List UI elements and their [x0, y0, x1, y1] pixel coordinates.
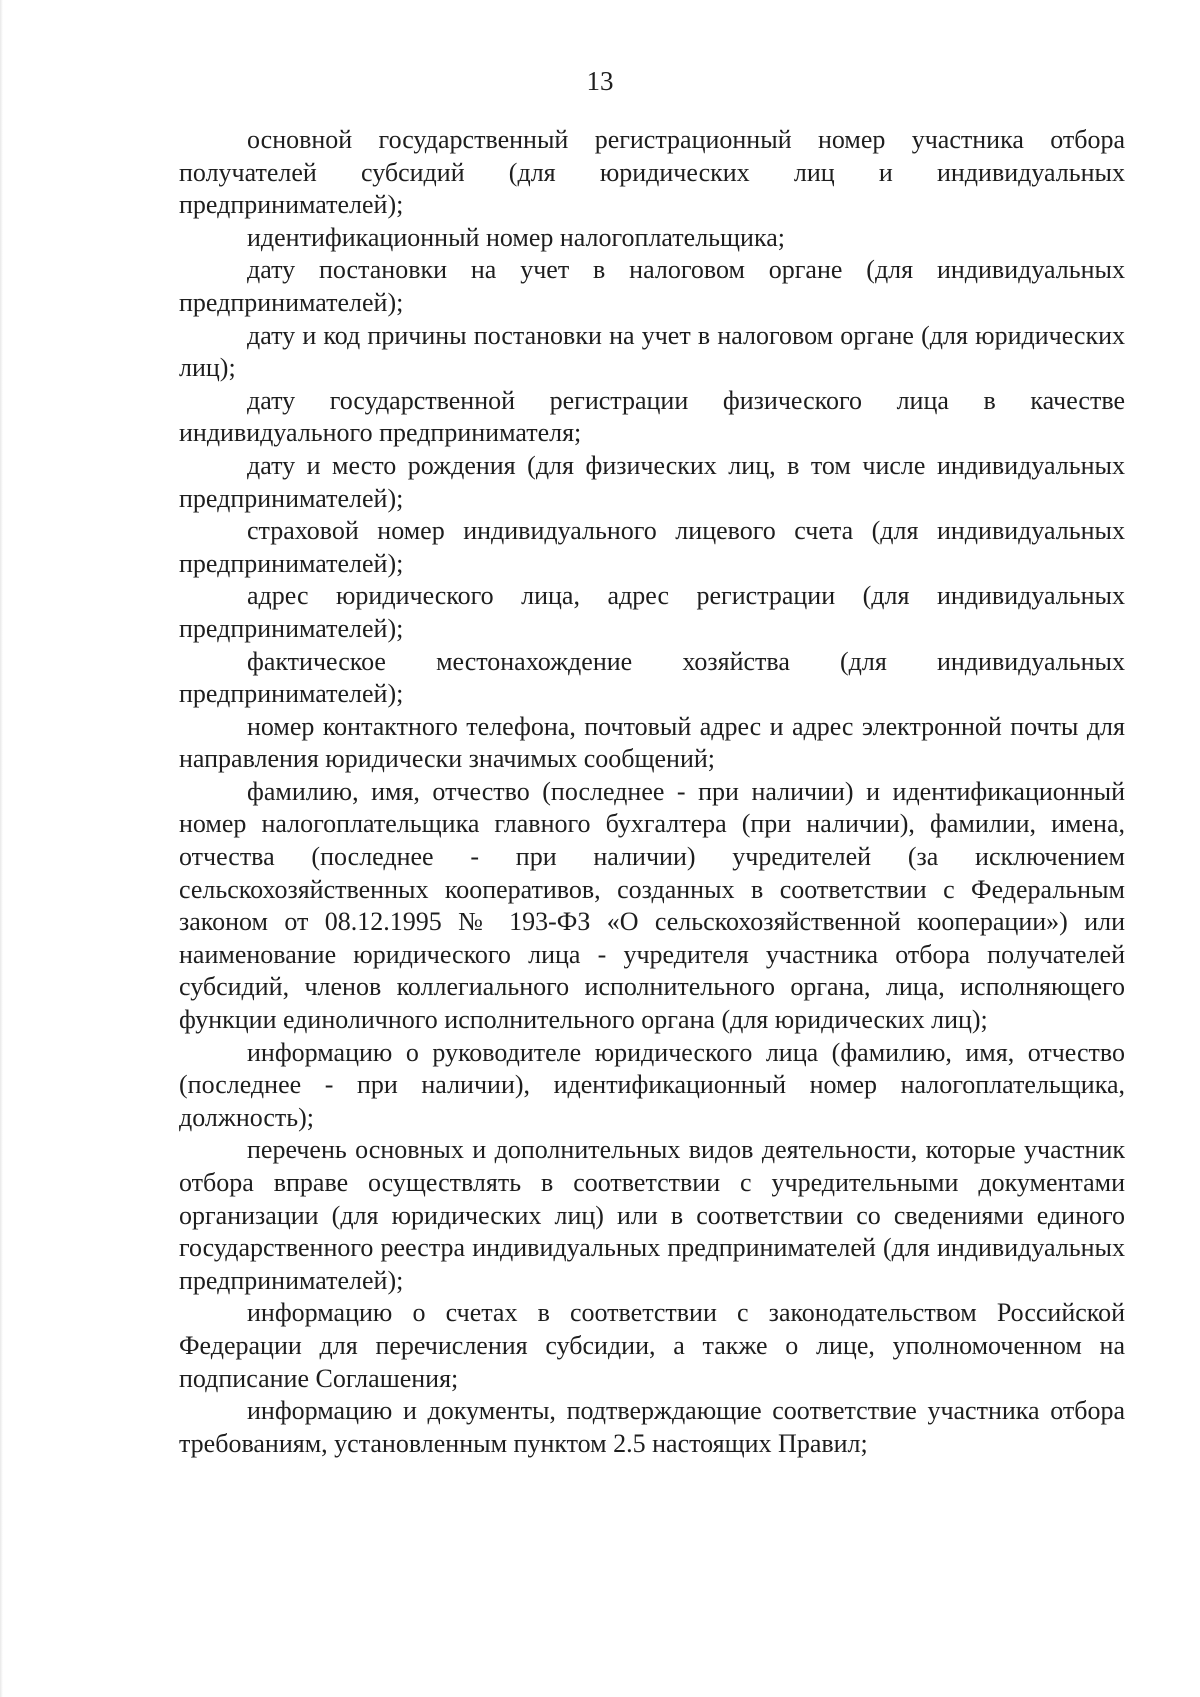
paragraph: основной государственный регистрационный номер участника отбора получателей субсидий (для юридических лиц и индивидуальных предпринимателей); — [179, 125, 1125, 220]
paragraph: информацию о руководителе юридического лица (фамилию, имя, отчество (последнее - при наличии), идентификационный номер налогоплательщика, должность); — [179, 1037, 1125, 1132]
paragraph: перечень основных и дополнительных видов деятельности, которые участник отбора вправе осуществлять в соответствии с учредительными документами организации (для юридических лиц) или в соответствии со сведениями единого государственного реестра индивидуальных предпринимателей (для индивидуальных предпринимателей); — [179, 1135, 1125, 1295]
scan-edge — [0, 0, 3, 1697]
paragraph: идентификационный номер налогоплательщика; — [247, 222, 785, 252]
paragraph: страховой номер индивидуального лицевого счета (для индивидуальных предпринимателей); — [179, 516, 1125, 578]
paragraph: дату и код причины постановки на учет в налоговом органе (для юридических лиц); — [179, 320, 1125, 383]
paragraph: дату и место рождения (для физических лиц, в том числе индивидуальных предпринимателей); — [179, 450, 1125, 513]
paragraph: информацию о счетах в соответствии с законодательством Российской Федерации для перечисления субсидии, а также о лице, уполномоченном на подписание Соглашения; — [179, 1298, 1125, 1393]
page-number: 13 — [586, 66, 614, 96]
paragraph: адрес юридического лица, адрес регистрации (для индивидуальных предпринимателей); — [179, 581, 1125, 643]
document-body — [179, 124, 1125, 1460]
paragraph: дату государственной регистрации физического лица в качестве индивидуального предпринимателя; — [179, 385, 1125, 448]
paragraph: дату постановки на учет в налоговом органе (для индивидуальных предпринимателей); — [179, 255, 1125, 317]
paragraph: фамилию, имя, отчество (последнее - при наличии) и идентификационный номер налогоплательщика главного бухгалтера (при наличии), фамилии, имена, отчества (последнее - при наличии) учредителей (за исключением сельскохозяйственных кооперативов, созданных в соответствии с Федеральным законом от 08.12.1995 № 193-ФЗ «О сельскохозяйственной кооперации») или наименование юридического лица - учредителя участника отбора получателей субсидий, членов коллегиального исполнительного органа, лица, исполняющего функции единоличного исполнительного органа (для юридических лиц); — [179, 776, 1125, 1035]
paragraph: информацию и документы, подтверждающие соответствие участника отбора требованиям, установленным пунктом 2.5 настоящих Правил; — [179, 1396, 1125, 1458]
paragraph: фактическое местонахождение хозяйства (для индивидуальных предпринимателей); — [179, 646, 1125, 709]
paragraph: номер контактного телефона, почтовый адрес и адрес электронной почты для направления юридически значимых сообщений; — [179, 711, 1125, 774]
